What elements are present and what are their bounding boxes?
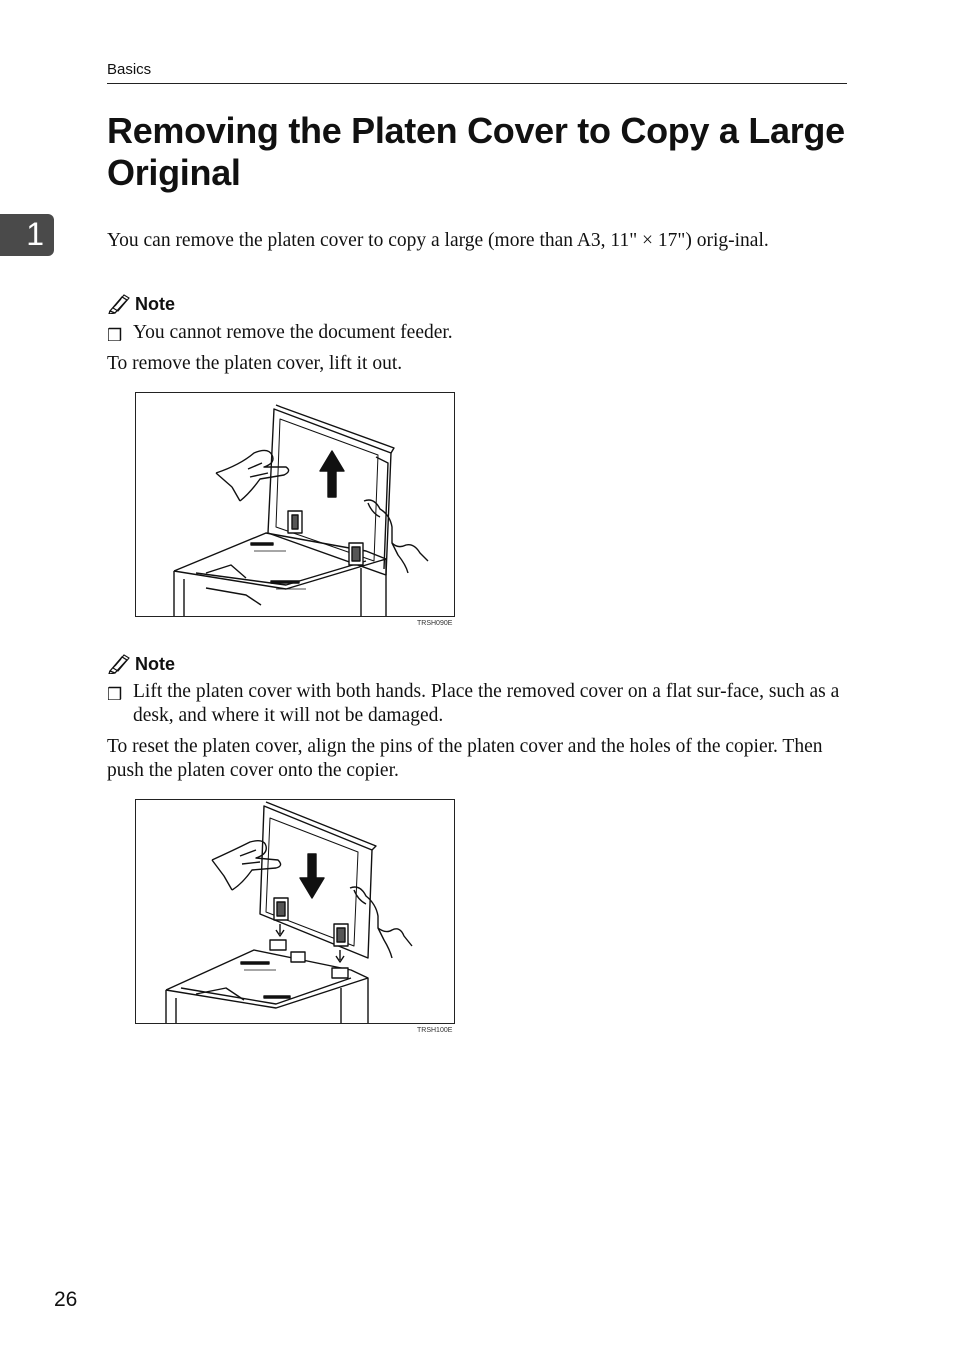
note-item-text: You cannot remove the document feeder. [133,322,453,343]
lift-cover-illustration [136,393,454,616]
checkbox-bullet-icon: ❒ [107,685,123,704]
note-heading [107,652,175,676]
header-rule [107,83,847,84]
note-label: Note [135,653,175,674]
reset-cover-illustration [136,800,454,1023]
figure-code: TRSH090E [417,620,453,627]
chapter-number: 1 [26,216,44,252]
figure-lift-cover [135,392,455,617]
page-title: Removing the Platen Cover to Copy a Large Original [107,110,845,193]
figure-code: TRSH100E [417,1027,453,1034]
note-label: Note [135,293,175,314]
note-item-text: Lift the platen cover with both hands. Place the removed cover on a flat sur-face, such as a desk, and where it will not be damaged. [133,681,840,726]
note-heading [107,292,175,316]
pencil-icon [107,654,131,674]
note-item [107,321,849,345]
chapter-tab [0,214,54,256]
checkbox-bullet-icon: ❒ [107,326,123,345]
running-header: Basics [107,61,152,78]
pencil-icon [107,294,131,314]
intro-paragraph: You can remove the platen cover to copy a large (more than A3, 11" × 17") orig-inal. [107,230,769,251]
note-item [107,680,849,728]
figure-reset-cover [135,799,455,1024]
step-paragraph: To remove the platen cover, lift it out. [107,353,403,374]
page-number: 26 [54,1288,78,1311]
step-paragraph: To reset the platen cover, align the pins of the platen cover and the holes of the copier. Then push the platen cover onto the copier. [107,736,823,781]
